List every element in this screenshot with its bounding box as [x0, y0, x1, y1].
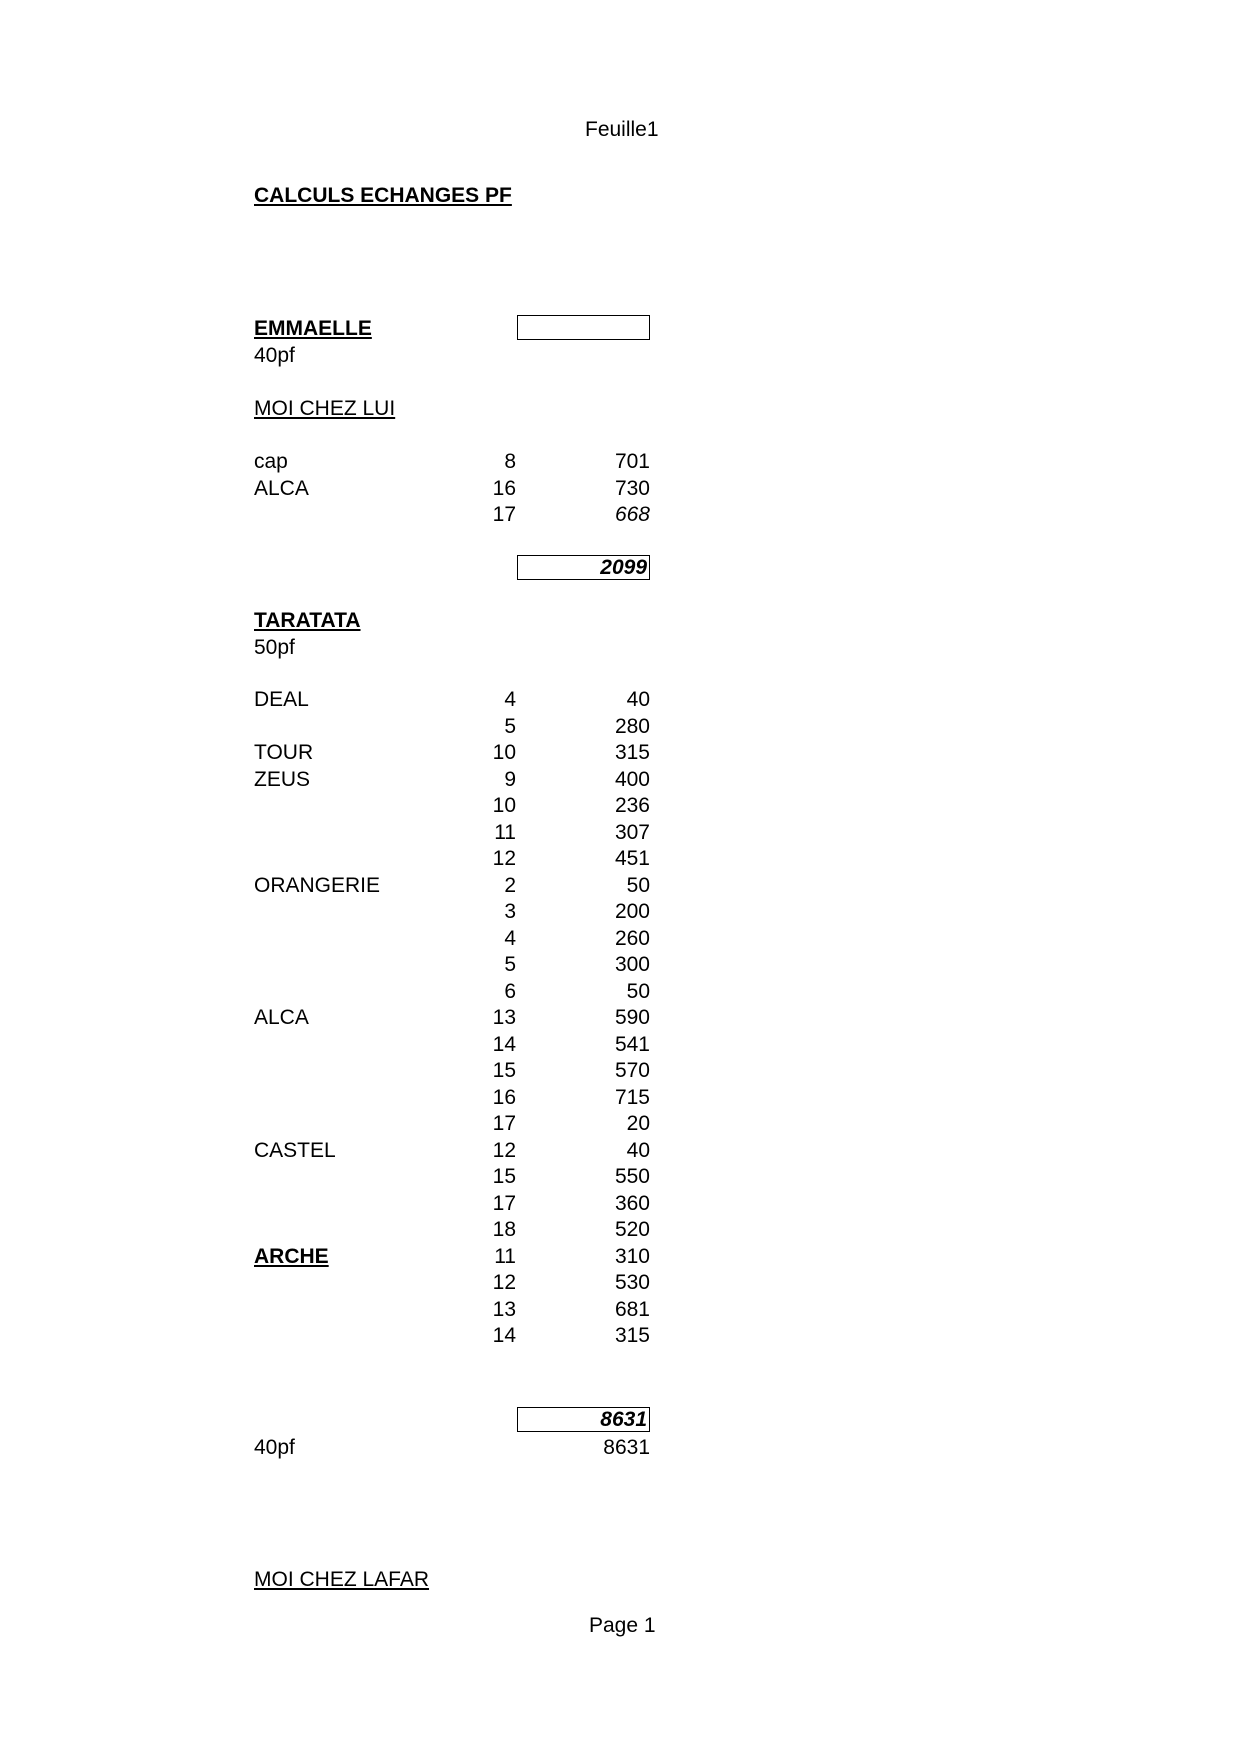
row-value: 360 — [614, 1191, 650, 1215]
page-number: Page 1 — [589, 1614, 656, 1637]
sheet-name: Feuille1 — [585, 118, 659, 141]
row-value: 50 — [626, 873, 650, 897]
row-value: 315 — [614, 741, 650, 764]
page-title: CALCULS ECHANGES PF — [254, 184, 512, 207]
row-value: 310 — [614, 1244, 650, 1268]
row-value: 307 — [614, 820, 650, 844]
row-label: CASTEL — [254, 1138, 336, 1162]
row-number: 16 — [492, 476, 516, 500]
row-value: 260 — [614, 926, 650, 950]
taratata-rate: 50pf — [254, 636, 295, 659]
row-value: 315 — [614, 1324, 650, 1347]
row-number: 11 — [494, 820, 516, 844]
row-number: 15 — [492, 1059, 516, 1082]
row-number: 12 — [492, 1138, 516, 1162]
row-value: 668 — [614, 503, 650, 526]
row-number: 2 — [504, 873, 516, 897]
row-value: 400 — [614, 767, 650, 791]
row-number: 10 — [492, 741, 516, 764]
row-number: 14 — [492, 1032, 516, 1056]
row-number: 12 — [492, 847, 516, 870]
row-label: ARCHE — [254, 1244, 329, 1268]
row-number: 14 — [492, 1324, 516, 1347]
row-label: ORANGERIE — [254, 873, 381, 897]
row-number: 4 — [504, 688, 516, 711]
row-number: 11 — [494, 1244, 516, 1268]
emmaelle-empty-box — [517, 315, 650, 340]
row-value: 550 — [614, 1165, 650, 1188]
row-number: 5 — [504, 953, 516, 976]
emmaelle-rate: 40pf — [254, 344, 295, 367]
row-number: 5 — [504, 714, 516, 738]
row-value: 236 — [614, 794, 650, 817]
row-value: 570 — [614, 1059, 650, 1082]
row-number: 6 — [504, 979, 516, 1003]
row-label: ALCA — [254, 476, 309, 500]
row-label: ZEUS — [254, 767, 311, 791]
row-value: 300 — [614, 953, 650, 976]
row-value: 280 — [614, 714, 650, 738]
row-number: 17 — [492, 1112, 516, 1135]
row-value: 451 — [614, 847, 650, 870]
emmaelle-section: MOI CHEZ LUI — [254, 397, 396, 420]
row-value: 520 — [614, 1218, 650, 1241]
row-number: 4 — [504, 926, 516, 950]
row-label: cap — [254, 450, 288, 473]
row-label: DEAL — [254, 688, 309, 711]
row-value: 681 — [614, 1297, 650, 1321]
row-value: 20 — [626, 1112, 650, 1135]
row-number: 9 — [504, 767, 516, 791]
row-value: 701 — [614, 450, 650, 473]
row-value: 715 — [614, 1085, 650, 1109]
taratata-total: 8631 — [517, 1407, 650, 1432]
taratata-footer-rate: 40pf — [254, 1436, 295, 1459]
row-label: TOUR — [254, 741, 314, 764]
row-number: 18 — [492, 1218, 516, 1241]
row-number: 10 — [492, 794, 516, 817]
row-number: 3 — [504, 900, 516, 923]
emmaelle-name: EMMAELLE — [254, 317, 372, 340]
row-number: 8 — [504, 450, 516, 473]
row-value: 530 — [614, 1271, 650, 1294]
row-value: 50 — [626, 979, 650, 1003]
emmaelle-total: 2099 — [517, 555, 650, 580]
row-value: 730 — [614, 476, 650, 500]
row-number: 16 — [492, 1085, 516, 1109]
row-value: 590 — [614, 1006, 650, 1029]
taratata-footer-value: 8631 — [603, 1436, 650, 1459]
row-number: 17 — [492, 503, 516, 526]
row-number: 13 — [492, 1006, 516, 1029]
row-number: 13 — [492, 1297, 516, 1321]
row-number: 17 — [492, 1191, 516, 1215]
row-value: 40 — [626, 688, 650, 711]
row-number: 12 — [492, 1271, 516, 1294]
row-number: 15 — [492, 1165, 516, 1188]
row-value: 541 — [614, 1032, 650, 1056]
row-value: 40 — [626, 1138, 650, 1162]
row-value: 200 — [614, 900, 650, 923]
taratata-name: TARATATA — [254, 609, 361, 632]
lafar-section: MOI CHEZ LAFAR — [254, 1568, 430, 1591]
row-label: ALCA — [254, 1006, 309, 1029]
